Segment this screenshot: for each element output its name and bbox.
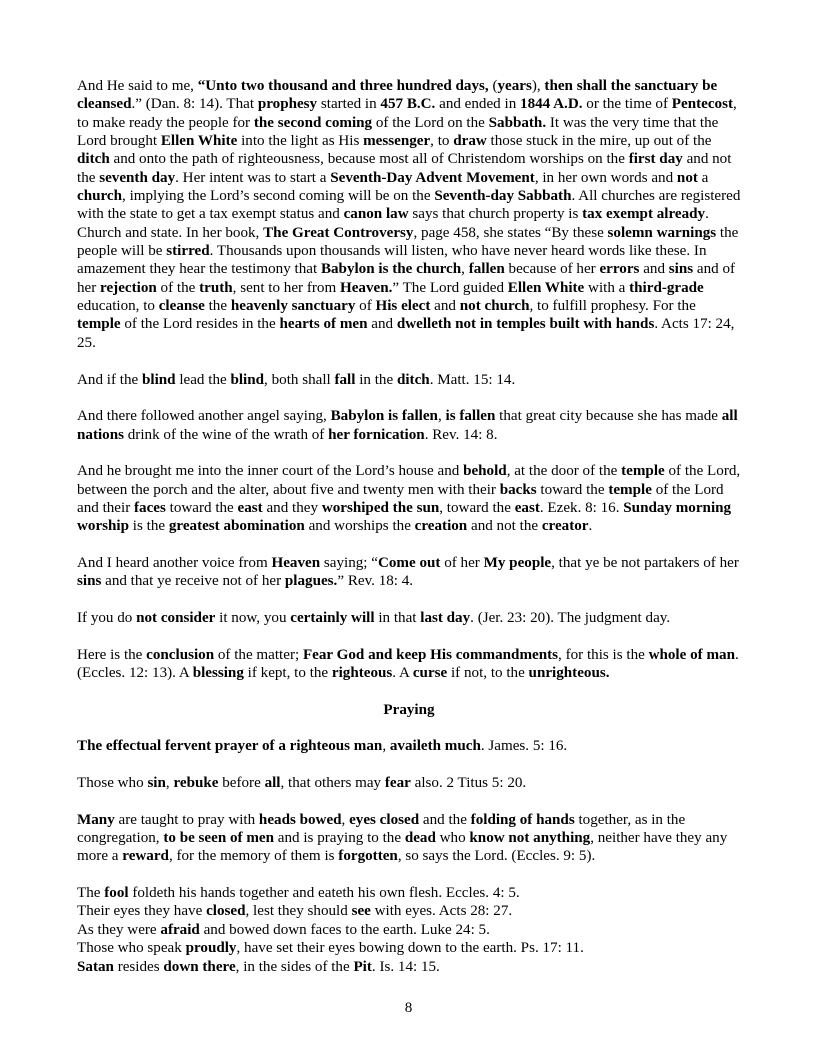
text-run: ” Rev. 18: 4. — [337, 573, 414, 590]
bold-text: blessing — [192, 665, 244, 681]
text-run: , to fulfill prophesy. For the — [529, 298, 696, 315]
bold-text: Fear God and keep His commandments — [302, 646, 559, 663]
text-run: . Ezek. 8: 16. — [539, 499, 624, 516]
paragraph — [77, 737, 741, 755]
bold-text: 1844 A.D. — [520, 96, 583, 113]
text-run: And I heard another voice from — [77, 554, 272, 571]
text-run: , in the sides of the — [235, 958, 354, 975]
bold-text: not church — [459, 298, 530, 315]
text-run: . A — [392, 665, 413, 681]
bold-text: rejection — [100, 279, 157, 296]
paragraph — [77, 902, 741, 920]
bold-text: Satan — [77, 958, 114, 975]
text-run: , — [165, 775, 174, 792]
text-run: it now, you — [215, 609, 291, 626]
text-run: , that others may — [280, 775, 385, 792]
bold-text: temple — [621, 463, 665, 480]
text-run: of — [355, 298, 376, 315]
text-run: education, to — [77, 298, 159, 315]
bold-text: ditch — [77, 151, 110, 168]
text-run: . (Jer. 23: 20). The judgment day. — [470, 609, 671, 626]
bold-text: prophesy — [257, 96, 318, 113]
text-run: and not the — [467, 518, 542, 535]
text-run: , — [382, 738, 390, 755]
bold-text: certainly will — [290, 609, 375, 626]
text-run: of the — [156, 279, 200, 296]
text-run: . Church and state. In her book, — [77, 206, 709, 241]
bold-text: all — [264, 775, 281, 792]
bold-text: fear — [384, 775, 411, 792]
bold-text: His elect — [375, 298, 431, 315]
bold-text: availeth much — [389, 738, 481, 755]
bold-text: rebuke — [173, 775, 219, 792]
bold-text: greatest abomination — [168, 518, 305, 535]
paragraph — [77, 407, 741, 444]
text-run: , in her own words and — [534, 169, 677, 186]
bold-text: dead — [404, 830, 436, 847]
paragraph — [77, 77, 741, 352]
text-run: And He said to me, — [77, 78, 198, 94]
text-run: , implying the Lord’s second coming will be on the — [122, 188, 435, 205]
bold-text: sins — [668, 261, 694, 278]
paragraph — [77, 884, 741, 902]
bold-text: eyes closed — [349, 811, 420, 828]
text-run: toward the — [536, 481, 609, 498]
text-run: the — [204, 298, 231, 315]
bold-text: Babylon is fallen — [330, 408, 438, 425]
text-run: in that — [374, 609, 421, 626]
bold-text: errors — [599, 261, 640, 278]
text-run: And there followed another angel saying, — [77, 408, 331, 425]
bold-text: fool — [104, 885, 129, 902]
paragraph — [77, 462, 741, 535]
bold-text: Heaven — [271, 554, 321, 571]
bold-text: Come out — [377, 554, 441, 571]
bold-text: ditch — [396, 371, 430, 388]
bold-text: worshiped the sun — [321, 499, 440, 516]
bold-text: draw — [453, 133, 487, 150]
bold-text: whole of man — [648, 646, 735, 663]
text-run: in the — [355, 371, 397, 388]
text-run: , for this is the — [558, 646, 649, 663]
bold-text: solemn warnings — [607, 224, 717, 241]
bold-text: to be seen of men — [163, 830, 275, 847]
bold-text: temple — [77, 316, 121, 333]
text-run: If you do — [77, 609, 137, 626]
text-run: of her — [440, 554, 484, 571]
text-run: , have set their eyes bowing down to the earth. Ps. 17: 11. — [236, 940, 584, 957]
section-heading: Praying — [383, 701, 435, 718]
text-run: The — [77, 885, 105, 902]
text-run: , neither have they any more a — [77, 830, 728, 865]
bold-text: Pentecost — [671, 96, 733, 113]
bold-text: last day — [420, 609, 471, 626]
text-run: and bowed down faces to the earth. Luke 24: 5. — [199, 921, 490, 938]
text-run: of the Lord on the — [372, 114, 489, 131]
text-run: of the Lord and their — [77, 481, 724, 516]
bold-text: The effectual fervent prayer of a righteous man — [77, 738, 383, 755]
text-run: and they — [262, 499, 322, 516]
paragraph — [77, 939, 741, 957]
bold-text: Babylon is the church — [320, 261, 462, 278]
bold-text: afraid — [160, 921, 200, 938]
paragraph — [77, 646, 741, 683]
document-page — [77, 77, 741, 994]
paragraph — [77, 811, 741, 866]
text-run: and — [367, 316, 397, 333]
bold-text: The Great Controversy — [263, 224, 414, 241]
bold-text: Seventh-day Sabbath — [434, 188, 572, 205]
bold-text: down there — [163, 958, 236, 975]
bold-text: years — [497, 78, 532, 94]
text-run: those stuck in the mire, up out of the — [486, 133, 712, 150]
bold-text: heads bowed — [258, 811, 342, 828]
bold-text: proudly — [185, 940, 237, 957]
text-run: before — [218, 775, 265, 792]
text-run: of the Lord, between the porch and the alter, about five and twenty men with their — [77, 463, 741, 498]
text-run: , for the memory of them is — [168, 848, 339, 865]
paragraph — [77, 554, 741, 591]
bold-text: cleanse — [158, 298, 205, 315]
text-run: are taught to pray with — [114, 811, 259, 828]
bold-text: unrighteous. — [528, 665, 610, 681]
text-run: . Acts 17: 24, 25. — [77, 316, 735, 351]
bold-text: stirred — [166, 243, 210, 260]
text-run: says that church property is — [408, 206, 583, 223]
bold-text: all nations — [77, 408, 738, 443]
text-run: and that ye receive not of her — [101, 573, 285, 590]
text-run: , toward the — [439, 499, 515, 516]
text-run: , to — [430, 133, 454, 150]
text-run: and worships the — [304, 518, 415, 535]
text-run: that great city because she has made — [495, 408, 722, 425]
text-run: ( — [492, 78, 498, 94]
bold-text: fallen — [468, 261, 505, 278]
bold-text: behold — [463, 463, 507, 480]
bold-text: blind — [141, 371, 176, 388]
text-run: It was the very time that the Lord brought — [77, 114, 719, 150]
text-run: saying; “ — [320, 554, 378, 571]
bold-text: then shall the sanctuary be cleansed — [77, 78, 718, 113]
text-run: , sent to her from — [232, 279, 340, 296]
text-run: , both shall — [264, 371, 335, 388]
text-run: and is praying to the — [274, 830, 405, 847]
bold-text: Seventh-Day Advent Movement — [330, 169, 535, 186]
bold-text: messenger — [363, 133, 431, 150]
bold-text: her fornication — [328, 426, 425, 443]
bold-text: “Unto two thousand and three hundred days, — [197, 78, 493, 94]
bold-text: know not anything — [469, 830, 591, 847]
text-run: , — [341, 811, 350, 828]
text-run: into the light as His — [237, 133, 364, 150]
bold-text: closed — [206, 903, 246, 920]
bold-text: backs — [499, 481, 537, 498]
bold-text: tax exempt already — [582, 206, 706, 223]
text-run: the people will be — [77, 224, 739, 260]
text-run: ” The Lord guided — [392, 279, 508, 296]
text-run: and the — [419, 811, 471, 828]
bold-text: reward — [122, 848, 169, 865]
text-run: , so says the Lord. (Eccles. 9: 5). — [397, 848, 596, 865]
bold-text: faces — [134, 499, 166, 516]
text-run: and ended in — [435, 96, 521, 113]
paragraph — [77, 774, 741, 792]
text-run: who — [435, 830, 470, 847]
bold-text: dwelleth not in temples built with hands — [396, 316, 655, 333]
paragraph — [77, 921, 741, 939]
text-run: , lest they should — [245, 903, 352, 920]
bold-text: Many — [77, 811, 115, 828]
bold-text: seventh day — [99, 169, 176, 186]
bold-text: conclusion — [146, 646, 215, 663]
text-run: And he brought me into the inner court of the Lord’s house and — [77, 463, 464, 480]
text-run: or the time of — [582, 96, 672, 113]
text-run: .” (Dan. 8: 14). That — [131, 96, 258, 113]
text-run: is the — [129, 518, 169, 535]
text-run: and — [639, 261, 669, 278]
text-run: and of her — [77, 261, 736, 296]
bold-text: Pit — [353, 958, 372, 975]
text-run: and — [430, 298, 460, 315]
bold-text: not — [676, 169, 698, 186]
paragraph — [77, 958, 741, 976]
bold-text: plagues. — [284, 573, 338, 590]
bold-text: is fallen — [445, 408, 496, 425]
bold-text: the second coming — [253, 114, 373, 131]
bold-text: see — [351, 903, 371, 920]
text-run: started in — [317, 96, 381, 113]
body-text-section — [77, 77, 741, 682]
bold-text: fall — [334, 371, 356, 388]
text-run: . Is. 14: 15. — [371, 958, 440, 975]
text-run: if not, to the — [447, 665, 529, 681]
text-run: lead the — [175, 371, 231, 388]
text-run: , that ye be not partakers of her — [551, 554, 739, 571]
text-run: , — [437, 408, 446, 425]
text-run: if kept, to the — [243, 665, 332, 681]
text-run: . Matt. 15: 14. — [429, 371, 516, 388]
text-run: ), — [531, 78, 545, 94]
text-run: , — [461, 261, 469, 278]
text-run: And if the — [77, 371, 142, 388]
text-run: . All churches are registered with the state to get a tax exempt status and — [77, 188, 741, 223]
page-number: 8 — [404, 1000, 413, 1016]
bold-text: Heaven. — [339, 279, 393, 296]
bold-text: temple — [608, 481, 652, 498]
bold-text: not consider — [136, 609, 216, 626]
text-run: toward the — [165, 499, 238, 516]
bold-text: Ellen White — [160, 133, 238, 150]
text-run: . Her intent was to start a — [175, 169, 331, 186]
bold-text: Sabbath. — [488, 114, 547, 131]
text-run: together, as in the congregation, — [77, 811, 686, 847]
bold-text: creator — [541, 518, 589, 535]
text-run: . Thousands upon thousands will listen, who have never heard words like these. In amazement they hear the testimony that — [77, 243, 707, 278]
text-run: . (Eccles. 12: 13). A — [77, 646, 739, 681]
text-run: drink of the wine of the wrath of — [123, 426, 329, 443]
bold-text: folding of hands — [470, 811, 575, 828]
bold-text: east — [237, 499, 263, 516]
bold-text: Ellen White — [507, 279, 585, 296]
bold-text: first day — [628, 151, 683, 168]
text-run: , page 458, she states “By these — [413, 224, 608, 241]
text-run: Their eyes they have — [77, 903, 207, 920]
bold-text: curse — [412, 665, 448, 681]
text-run: Those who — [77, 775, 148, 792]
text-run: , to make ready the people for — [77, 96, 737, 131]
text-run: of the Lord resides in the — [120, 316, 280, 333]
text-run: of the matter; — [214, 646, 303, 663]
bold-text: church — [77, 188, 123, 205]
text-run: . James. 5: 16. — [480, 738, 568, 755]
text-run: . Rev. 14: 8. — [424, 426, 498, 443]
text-run: and not the — [77, 151, 732, 186]
bold-text: blind — [230, 371, 265, 388]
bold-text: My people — [483, 554, 552, 571]
text-run: because of her — [504, 261, 600, 278]
bold-text: Sunday morning worship — [77, 499, 732, 535]
text-run: foldeth his hands together and eateth his own flesh. Eccles. 4: 5. — [128, 885, 520, 902]
bold-text: sin — [147, 775, 166, 792]
bold-text: sins — [77, 573, 102, 590]
bold-text: east — [514, 499, 540, 516]
text-run: with a — [584, 279, 630, 296]
bold-text: righteous — [331, 665, 393, 681]
text-run: also. 2 Titus 5: 20. — [410, 775, 527, 792]
text-run: Those who speak — [77, 940, 186, 957]
bold-text: third-grade — [629, 279, 704, 296]
text-run: . — [588, 518, 593, 535]
bold-text: creation — [414, 518, 468, 535]
paragraph — [77, 371, 741, 389]
bold-text: heavenly sanctuary — [230, 298, 356, 315]
bold-text: truth — [199, 279, 233, 296]
text-run: , at the door of the — [506, 463, 622, 480]
text-run: and onto the path of righteousness, because most all of Christendom worships on the — [109, 151, 629, 168]
praying-section — [77, 737, 741, 975]
text-run: with eyes. Acts 28: 27. — [370, 903, 513, 920]
paragraph — [77, 609, 741, 627]
bold-text: hearts of men — [279, 316, 368, 333]
text-run: resides — [113, 958, 164, 975]
text-run: Here is the — [77, 646, 147, 663]
bold-text: 457 B.C. — [380, 96, 436, 113]
bold-text: forgotten — [338, 848, 398, 865]
text-run: a — [697, 169, 709, 186]
bold-text: canon law — [343, 206, 409, 223]
text-run: As they were — [77, 921, 161, 938]
